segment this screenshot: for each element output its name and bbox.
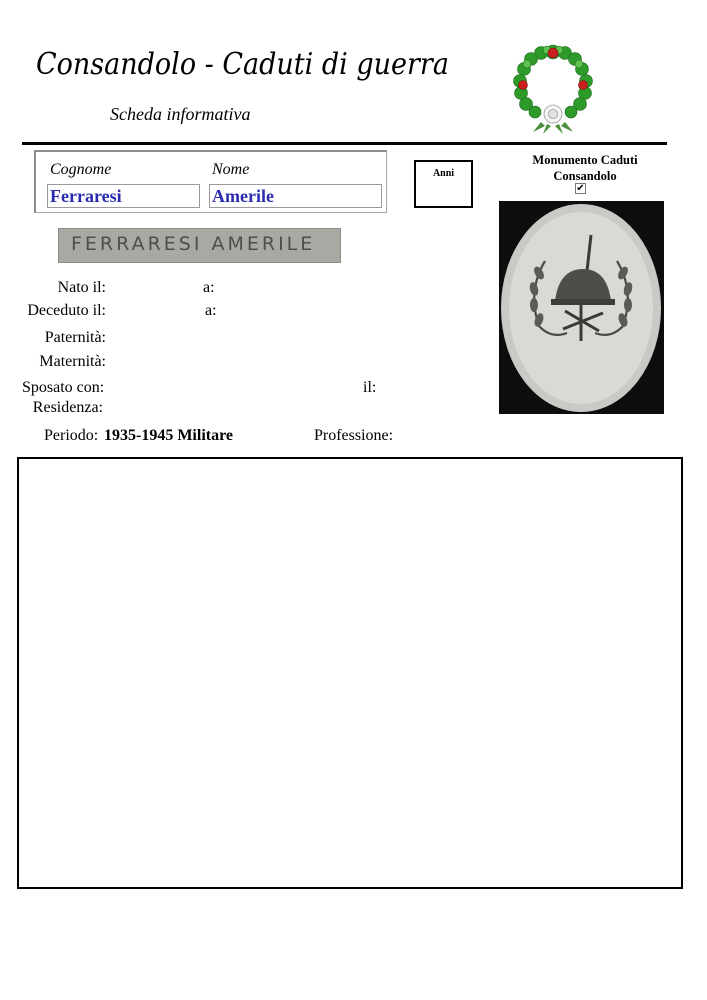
monument-label-line2: Consandolo bbox=[553, 169, 617, 183]
nato-label: Nato il: bbox=[57, 279, 106, 296]
monument-checkbox[interactable]: ✔ bbox=[576, 183, 585, 194]
nato-a-label: a: bbox=[203, 279, 215, 296]
deceduto-a-label: a: bbox=[205, 302, 217, 319]
page-subtitle: Scheda informativa bbox=[110, 104, 251, 124]
page-title: Consandolo - Caduti di guerra bbox=[36, 47, 449, 82]
anni-box[interactable] bbox=[414, 160, 473, 208]
nome-label: Nome bbox=[212, 161, 250, 178]
monument-photo bbox=[499, 201, 664, 414]
cognome-field[interactable]: Ferraresi bbox=[47, 184, 200, 208]
monument-label bbox=[505, 152, 665, 184]
nome-field[interactable]: Amerile bbox=[209, 184, 382, 208]
sposato-label: Sposato con: bbox=[22, 379, 105, 396]
maternita-label: Maternità: bbox=[39, 353, 106, 370]
professione-label: Professione: bbox=[314, 427, 394, 444]
cognome-label: Cognome bbox=[50, 161, 112, 178]
paternita-label: Paternità: bbox=[44, 329, 106, 346]
residenza-label: Residenza: bbox=[32, 399, 103, 416]
periodo-value: 1935-1945 Militare bbox=[104, 427, 234, 444]
deceduto-label: Deceduto il: bbox=[27, 302, 106, 319]
header-rule bbox=[22, 142, 667, 145]
monument-label-line1: Monumento Caduti bbox=[532, 153, 638, 167]
notes-box[interactable] bbox=[17, 457, 683, 889]
sposato-il-label: il: bbox=[363, 379, 377, 396]
name-plate-image: FERRARESI AMERILE bbox=[58, 228, 341, 263]
wreath-icon bbox=[505, 40, 601, 136]
anni-label: Anni bbox=[432, 168, 455, 179]
periodo-label: Periodo: bbox=[44, 427, 99, 444]
